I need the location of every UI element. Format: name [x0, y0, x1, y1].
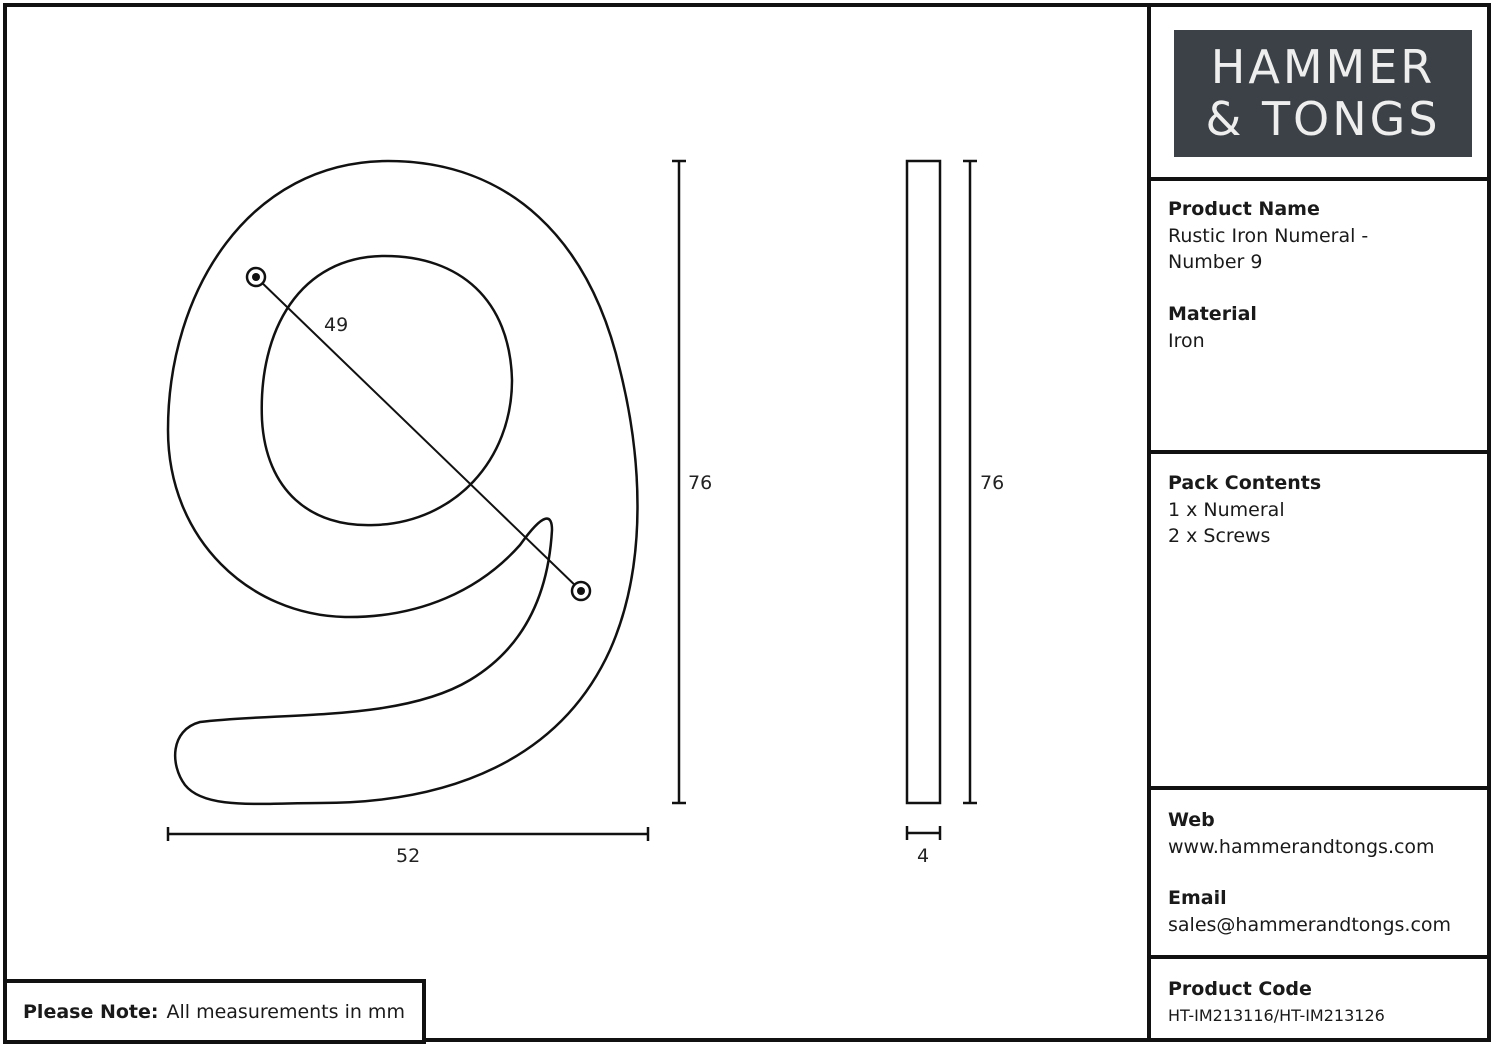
- brand-line-2: & TONGS: [1205, 92, 1441, 146]
- material-section: [1168, 303, 1478, 354]
- material-label: Material: [1168, 303, 1257, 325]
- brand-line-1: HAMMER: [1210, 40, 1436, 94]
- email-label: Email: [1168, 887, 1227, 909]
- divider: [1147, 450, 1491, 454]
- material-value: Iron: [1168, 330, 1205, 352]
- web-label: Web: [1168, 809, 1215, 831]
- side-depth-label: 4: [917, 845, 930, 867]
- pack-contents-section: [1168, 472, 1478, 549]
- screw-spacing-label: 49: [324, 314, 349, 336]
- front-height-label: 76: [688, 472, 713, 494]
- product-name-section: [1168, 198, 1478, 275]
- email-link[interactable]: sales@hammerandtongs.com: [1168, 914, 1452, 936]
- product-code-label: Product Code: [1168, 978, 1312, 1000]
- brand-logo: [1174, 30, 1472, 157]
- divider: [1147, 955, 1491, 959]
- front-width-label: 52: [396, 845, 421, 867]
- product-name-label: Product Name: [1168, 198, 1320, 220]
- product-code-value: HT-IM213116/HT-IM213126: [1168, 1006, 1385, 1025]
- divider: [1147, 177, 1491, 181]
- web-section: [1168, 809, 1478, 860]
- divider: [1147, 786, 1491, 790]
- product-code-section: [1168, 978, 1478, 1029]
- note-text: All measurements in mm: [166, 1000, 405, 1023]
- pack-item: 2 x Screws: [1168, 525, 1271, 547]
- note-label: Please Note:: [23, 1000, 159, 1023]
- numeral-nine-inner-loop: [262, 256, 512, 525]
- pack-item: 1 x Numeral: [1168, 499, 1285, 521]
- product-name-value: Rustic Iron Numeral - Number 9: [1168, 225, 1369, 273]
- email-section: [1168, 887, 1478, 938]
- measurement-note: [3, 979, 426, 1044]
- side-height-label: 76: [980, 472, 1005, 494]
- screw-spacing-line: [256, 277, 581, 591]
- web-link[interactable]: www.hammerandtongs.com: [1168, 836, 1435, 858]
- pack-contents-label: Pack Contents: [1168, 472, 1322, 494]
- side-profile: [907, 161, 940, 803]
